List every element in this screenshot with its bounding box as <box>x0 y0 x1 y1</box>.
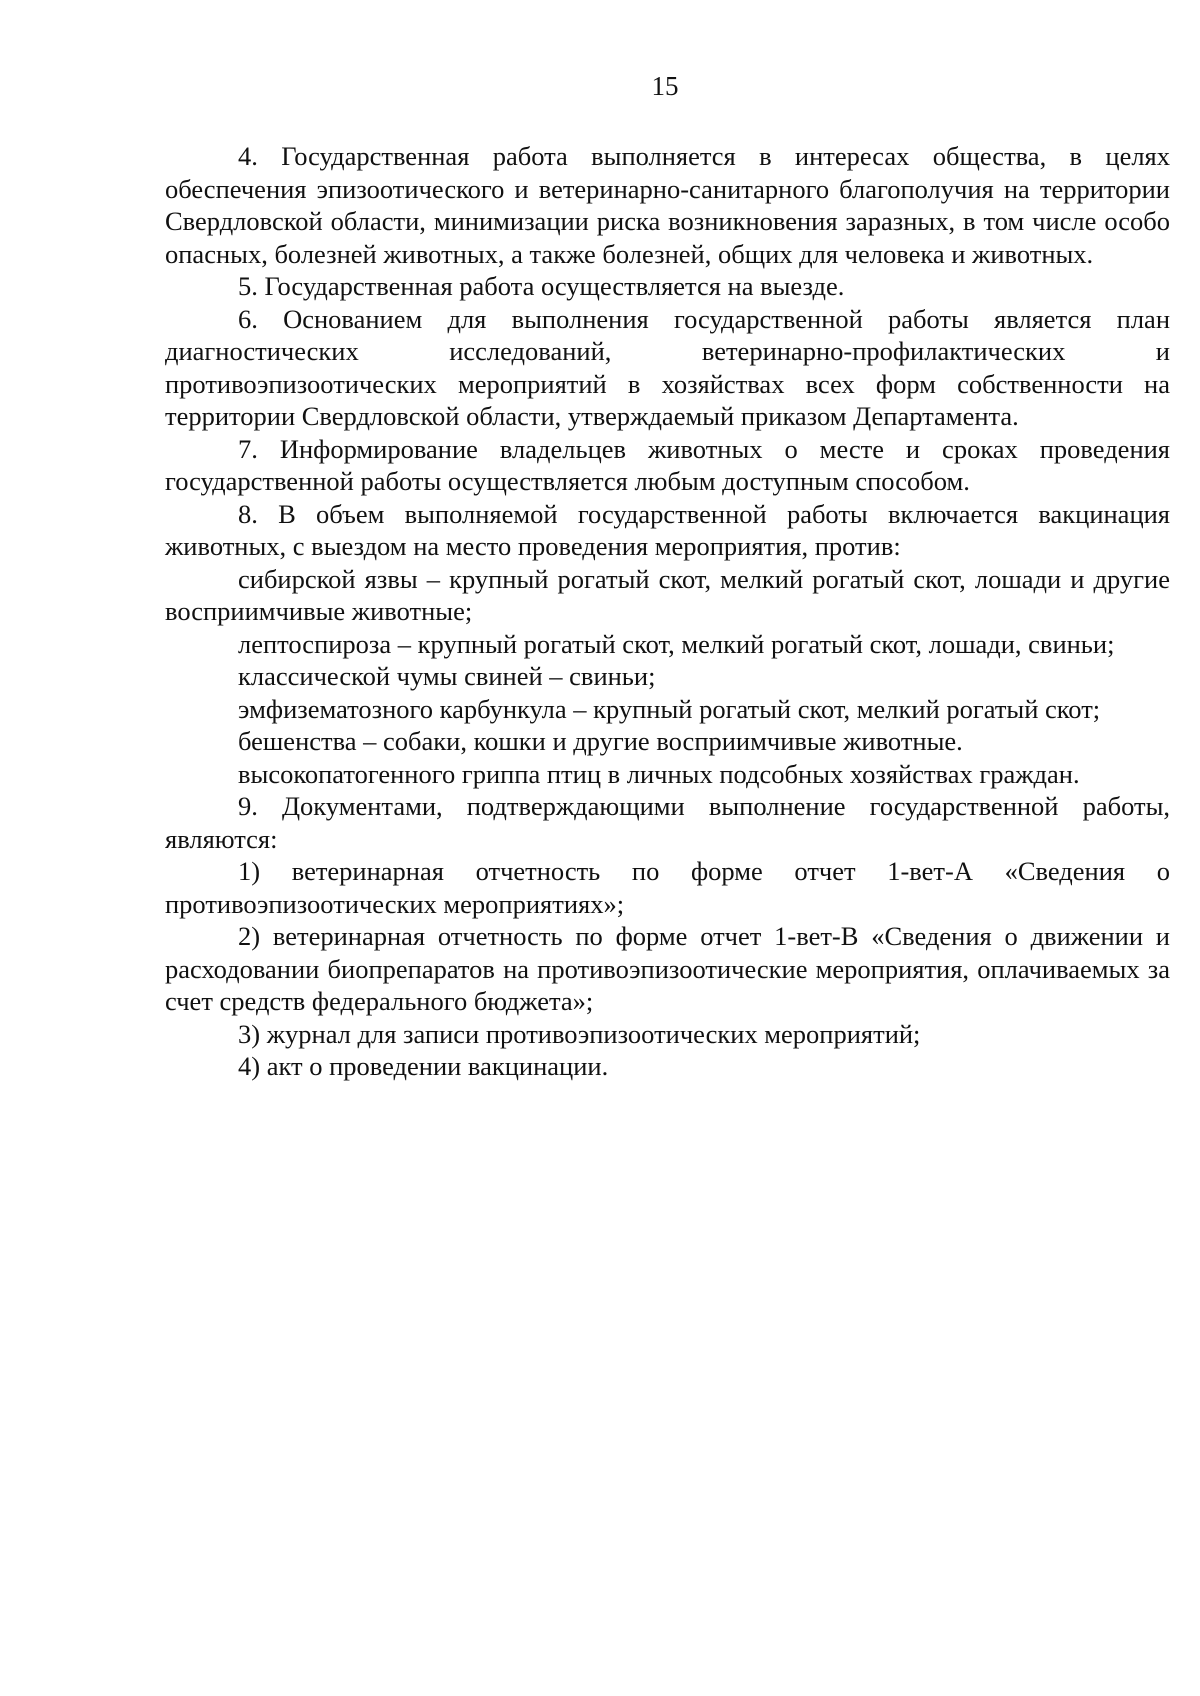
paragraph-8: 8. В объем выполняемой государственной работы включается вакцинация животных, с выездом на место проведения мероприятия, против: <box>165 498 1170 561</box>
vaccination-item-swine-fever: классической чумы свиней – свиньи; <box>238 661 656 691</box>
document-item-1: 1) ветеринарная отчетность по форме отчет 1-вет-А «Сведения о противоэпизоотических мероприятиях»; <box>165 856 1170 919</box>
vaccination-item-rabies: бешенства – собаки, кошки и другие восприимчивые животные. <box>238 726 963 756</box>
document-body <box>165 140 1170 1083</box>
vaccination-item-emphysematous-carbuncle: эмфизематозного карбункула – крупный рогатый скот, мелкий рогатый скот; <box>238 693 1101 724</box>
document-item-3: 3) журнал для записи противоэпизоотических мероприятий; <box>238 1018 921 1049</box>
vaccination-item-anthrax: сибирской язвы – крупный рогатый скот, мелкий рогатый скот, лошади и другие восприимчивые животные; <box>165 563 1170 626</box>
paragraph-9: 9. Документами, подтверждающими выполнение государственной работы, являются: <box>165 791 1170 854</box>
vaccination-item-avian-influenza: высокопатогенного гриппа птиц в личных подсобных хозяйствах граждан. <box>238 758 1080 789</box>
paragraph-5: 5. Государственная работа осуществляется на выезде. <box>238 271 845 301</box>
paragraph-6: 6. Основанием для выполнения государственной работы является план диагностических исследований, ветеринарно-профилактических и противоэпизоотических мероприятий в хозяйствах всех форм собственности на территории Свердловской области, утверждаемый приказом Департамента. <box>165 303 1170 431</box>
paragraph-7: 7. Информирование владельцев животных о месте и сроках проведения государственной работы осуществляется любым доступным способом. <box>165 433 1170 496</box>
vaccination-item-leptospirosis: лептоспироза – крупный рогатый скот, мелкий рогатый скот, лошади, свиньи; <box>238 628 1115 659</box>
document-item-4: 4) акт о проведении вакцинации. <box>238 1051 609 1081</box>
paragraph-4: 4. Государственная работа выполняется в интересах общества, в целях обеспечения эпизоотического и ветеринарно-санитарного благополучия на территории Свердловской области, минимизации риска возникновения заразных, в том числе особо опасных, болезней животных, а также болезней, общих для человека и животных. <box>165 141 1170 269</box>
document-item-2: 2) ветеринарная отчетность по форме отчет 1-вет-В «Сведения о движении и расходовании биопрепаратов на противоэпизоотические мероприятия, оплачиваемых за счет средств федерального бюджета»; <box>165 921 1170 1016</box>
page-number: 15 <box>651 71 679 101</box>
